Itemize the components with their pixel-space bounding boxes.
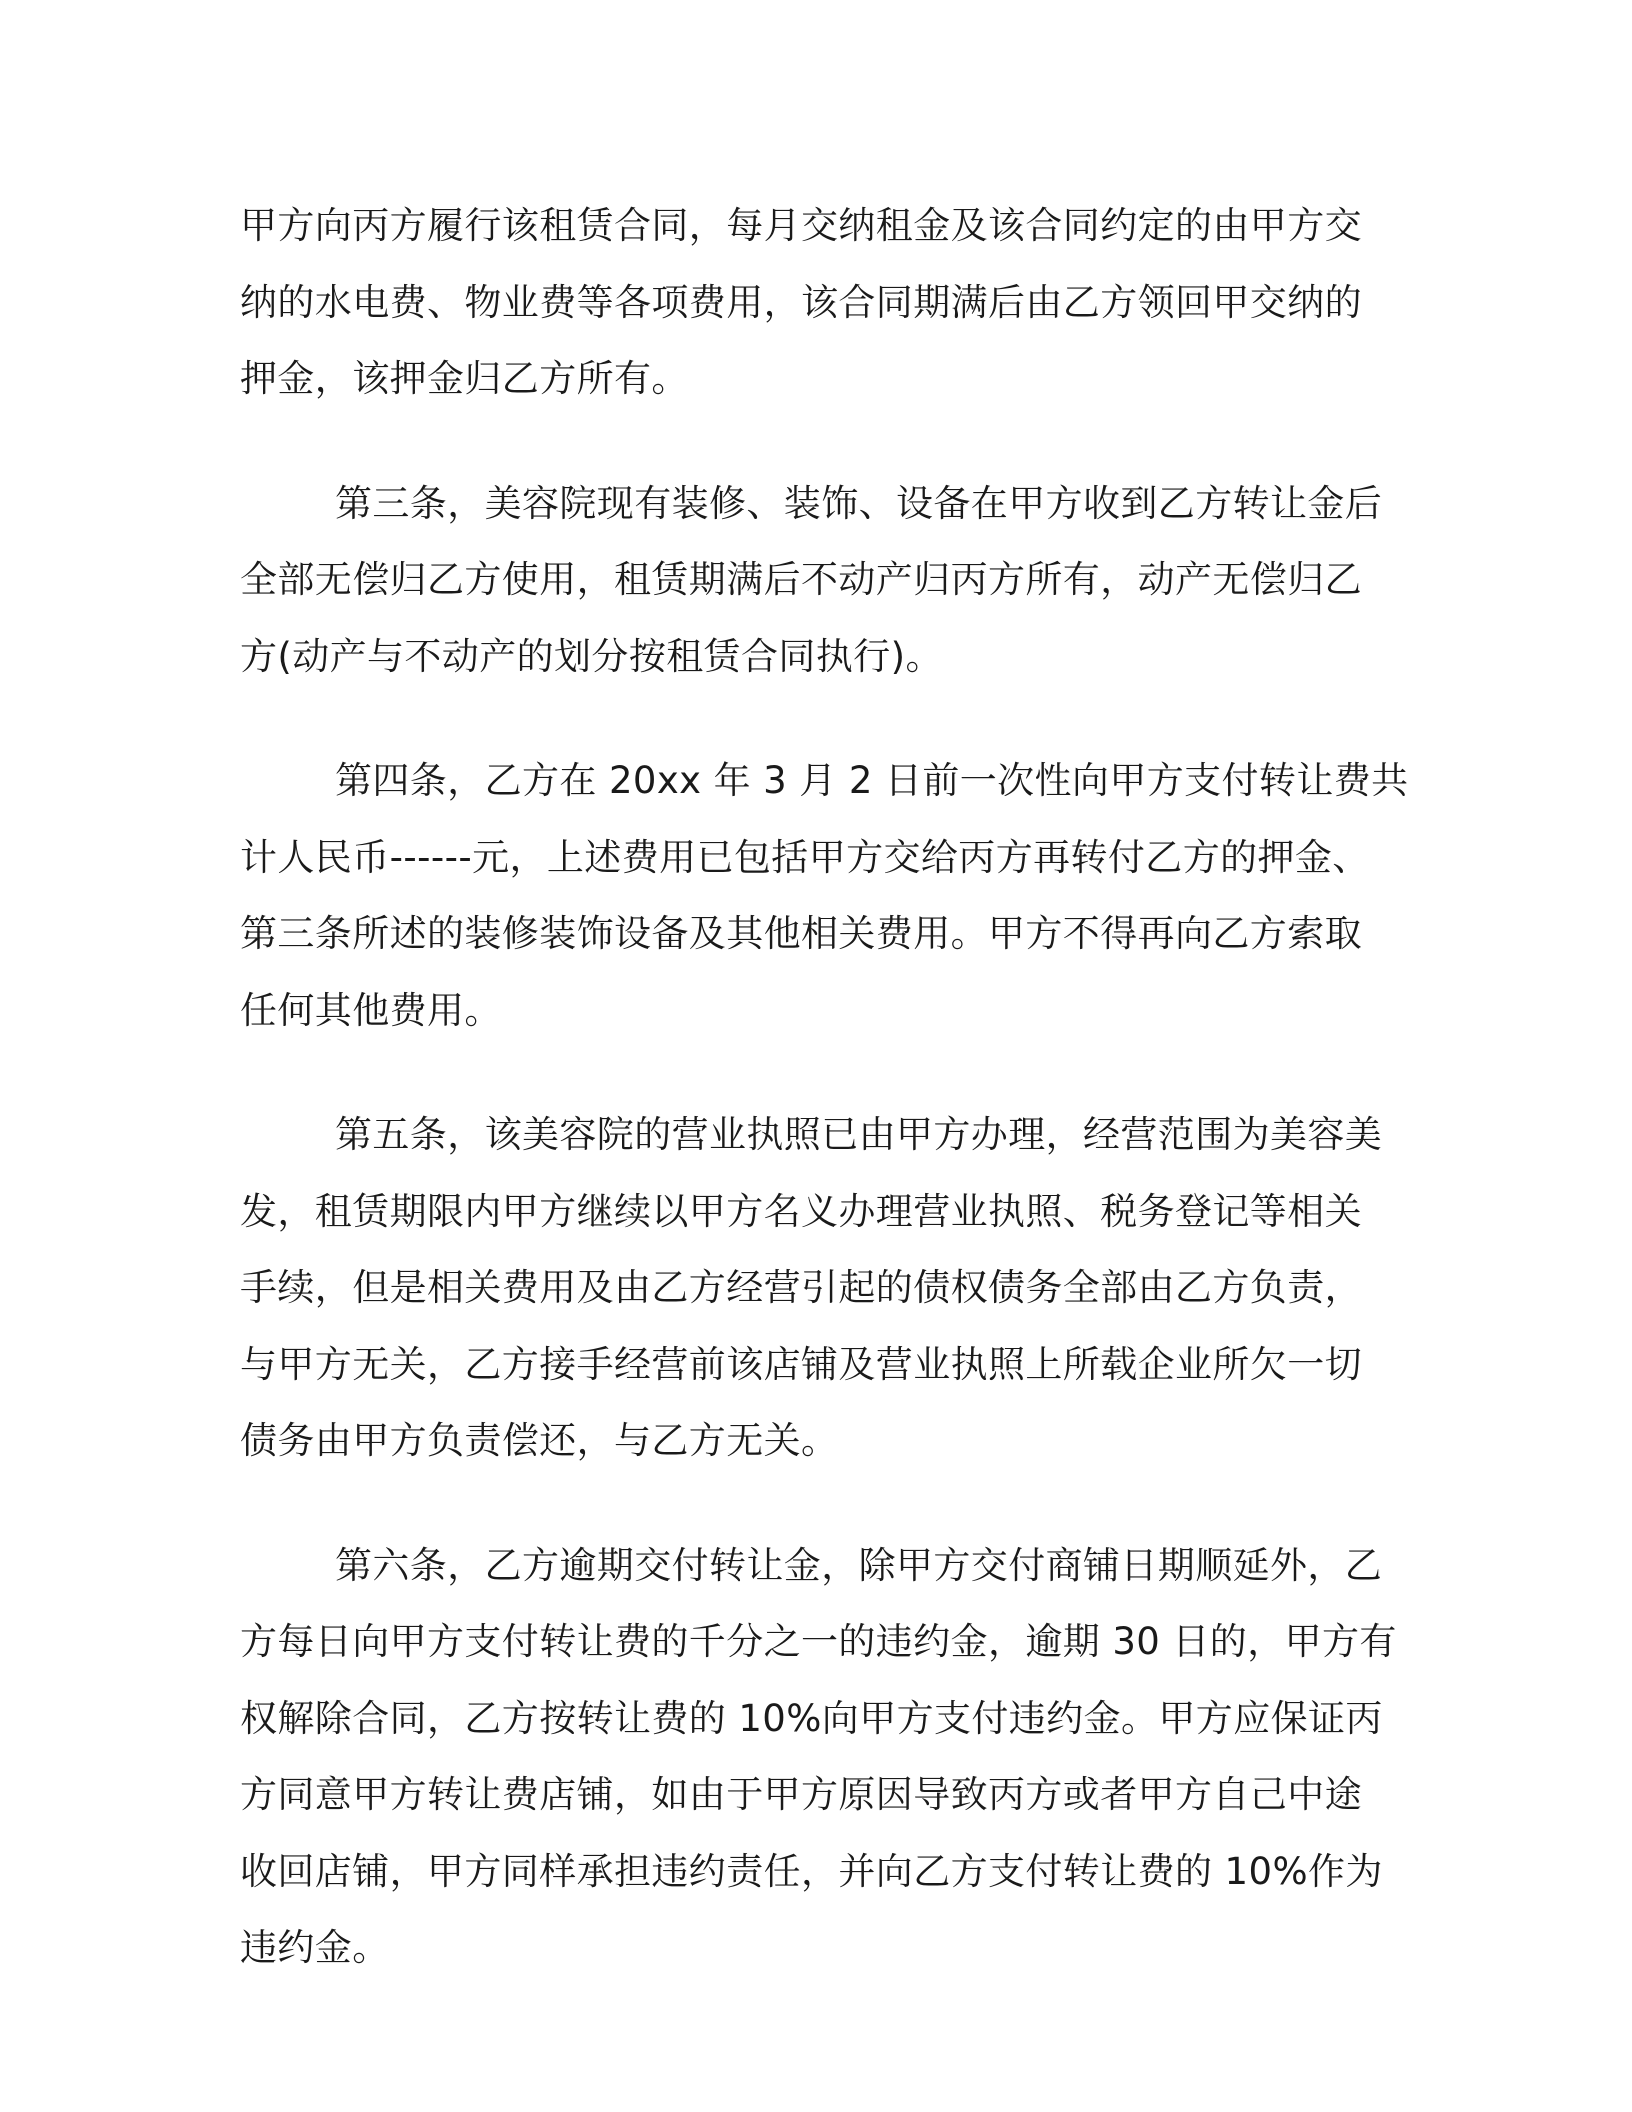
text-line: 第三条所述的装修装饰设备及其他相关费用。甲方不得再向乙方索取 — [240, 912, 1362, 955]
text-line: 收回店铺，甲方同样承担违约责任，并向乙方支付转让费的 10%作为 — [240, 1849, 1383, 1893]
text-line: 全部无偿归乙方使用，租赁期满后不动产归丙方所有，动产无偿归乙 — [240, 558, 1362, 601]
document-body — [240, 188, 1409, 1987]
text-line: 任何其他费用。 — [240, 988, 502, 1032]
text-line: 方每日向甲方支付转让费的千分之一的违约金，逾期 30 日的，甲方有 — [240, 1620, 1397, 1663]
text-line: 第六条，乙方逾期交付转让金，除甲方交付商铺日期顺延外，乙 — [335, 1543, 1383, 1587]
text-line: 第三条，美容院现有装修、装饰、设备在甲方收到乙方转让金后 — [335, 481, 1383, 525]
text-line: 权解除合同，乙方按转让费的 10%向甲方支付违约金。甲方应保证丙 — [240, 1696, 1383, 1740]
text-line: 方(动产与不动产的划分按租赁合同执行)。 — [240, 634, 943, 678]
text-line: 债务由甲方负责偿还，与乙方无关。 — [240, 1419, 839, 1462]
text-line: 方同意甲方转让费店铺，如由于甲方原因导致丙方或者甲方自己中途 — [240, 1773, 1362, 1816]
text-line: 纳的水电费、物业费等各项费用，该合同期满后由乙方领回甲交纳的 — [240, 280, 1362, 324]
text-line: 与甲方无关，乙方接手经营前该店铺及营业执照上所载企业所欠一切 — [240, 1342, 1362, 1386]
paragraph-article-6 — [240, 1528, 1397, 1987]
text-line: 违约金。 — [240, 1926, 390, 1969]
text-line: 发，租赁期限内甲方继续以甲方名义办理营业执照、税务登记等相关 — [240, 1189, 1362, 1233]
paragraph-article-4 — [240, 743, 1409, 1049]
text-line: 计人民币------元，上述费用已包括甲方交给丙方再转付乙方的押金、 — [240, 835, 1370, 879]
paragraph-article-3 — [240, 466, 1390, 696]
text-line: 第五条，该美容院的营业执照已由甲方办理，经营范围为美容美 — [335, 1113, 1383, 1156]
paragraph-continuation — [240, 188, 1390, 418]
paragraph-article-5 — [240, 1097, 1390, 1480]
text-line: 甲方向丙方履行该租赁合同，每月交纳租金及该合同约定的由甲方交 — [240, 204, 1362, 247]
text-line: 押金，该押金归乙方所有。 — [240, 357, 689, 400]
text-line: 第四条，乙方在 20xx 年 3 月 2 日前一次性向甲方支付转让费共 — [335, 759, 1409, 802]
text-line: 手续，但是相关费用及由乙方经营引起的债权债务全部由乙方负责， — [240, 1266, 1362, 1309]
